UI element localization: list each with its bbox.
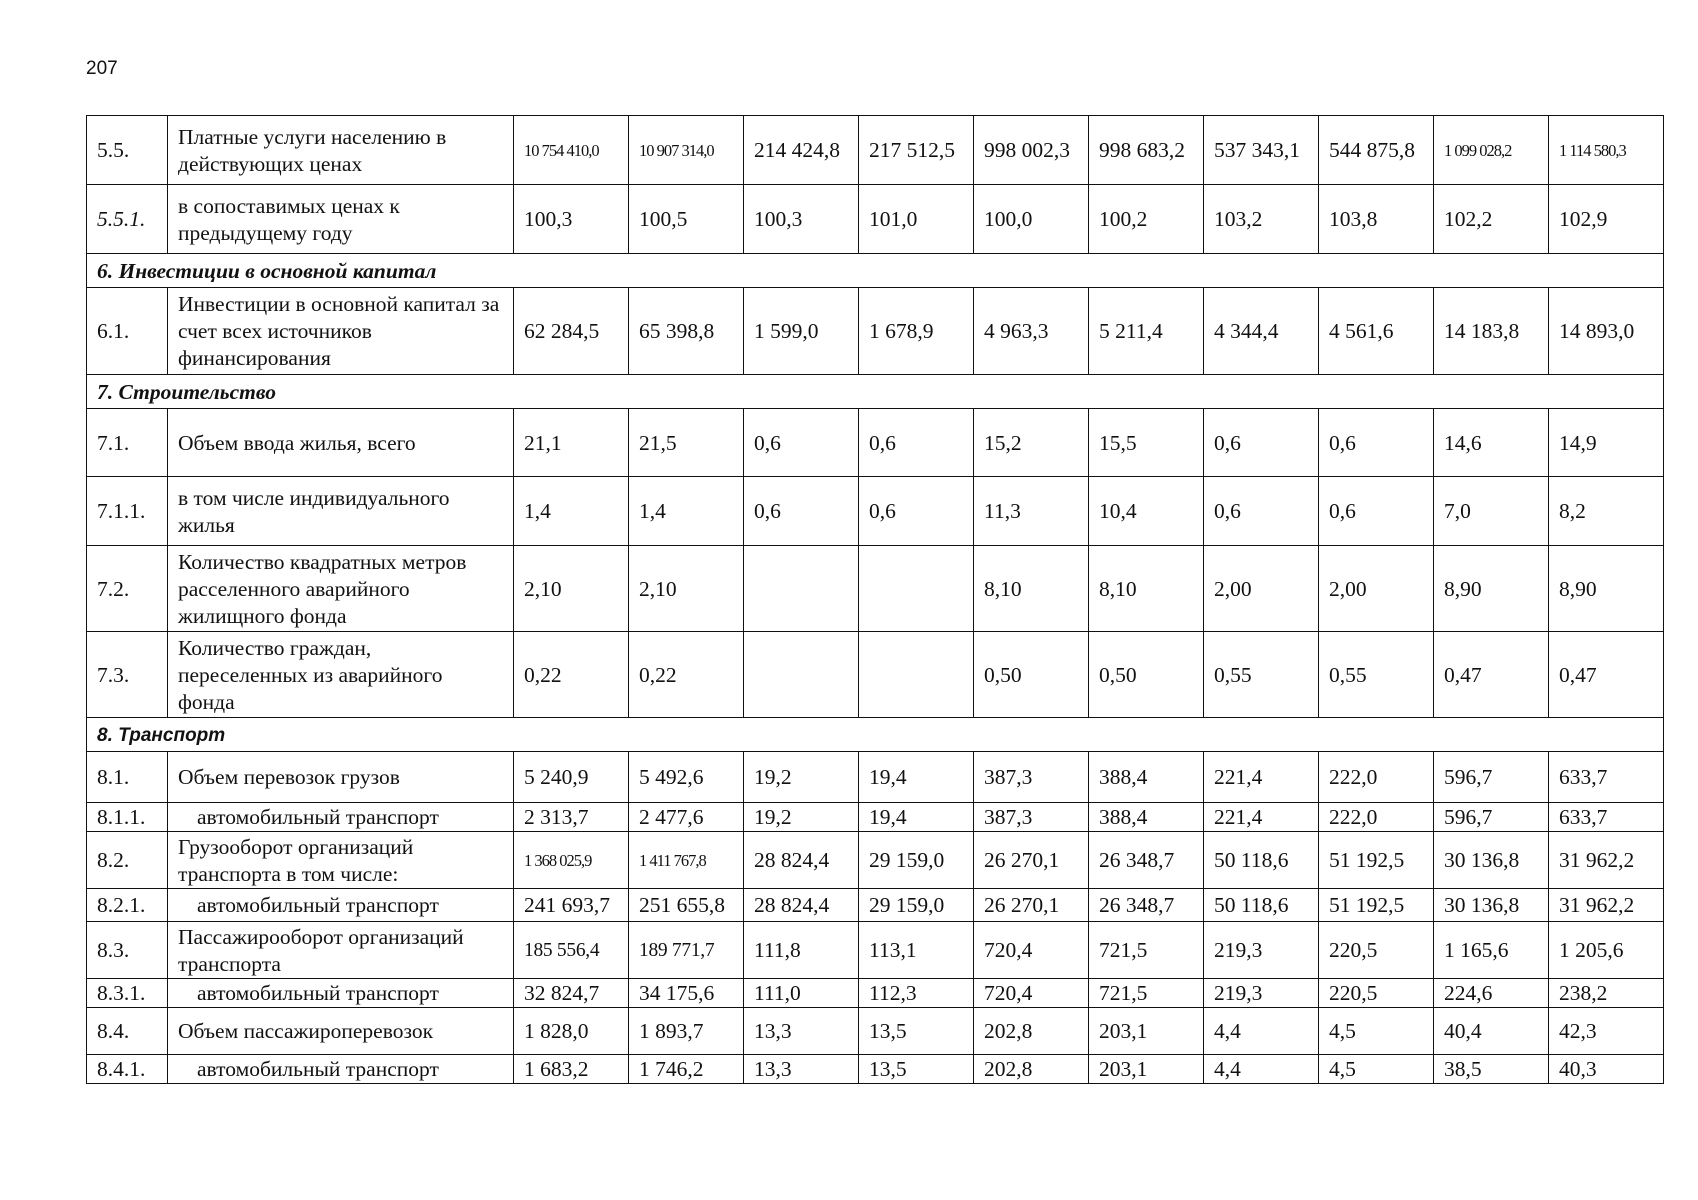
- indicator-name: автомобильный транспорт: [168, 1055, 514, 1084]
- value-cell: 596,7: [1434, 752, 1549, 803]
- table-row: [87, 979, 1664, 1008]
- value-cell: 29 159,0: [859, 889, 974, 922]
- indicator-name: автомобильный транспорт: [168, 979, 514, 1008]
- indicator-name: Количество квадратных метров расселенного аварийного жилищного фонда: [168, 546, 514, 632]
- value-cell: 102,2: [1434, 185, 1549, 254]
- value-cell: 721,5: [1089, 922, 1204, 979]
- value-cell: 1 678,9: [859, 288, 974, 375]
- value-cell: 101,0: [859, 185, 974, 254]
- value-cell: 100,2: [1089, 185, 1204, 254]
- value-cell: 51 192,5: [1319, 889, 1434, 922]
- value-cell: 100,5: [629, 185, 744, 254]
- indicator-name: в сопоставимых ценах к предыдущему году: [168, 185, 514, 254]
- value-cell: 40,3: [1549, 1055, 1664, 1084]
- value-cell: 2 313,7: [514, 803, 629, 832]
- value-cell: 387,3: [974, 803, 1089, 832]
- value-cell: 219,3: [1204, 979, 1319, 1008]
- value-cell: 222,0: [1319, 752, 1434, 803]
- value-cell: 103,2: [1204, 185, 1319, 254]
- value-cell: 111,8: [744, 922, 859, 979]
- value-cell: 100,0: [974, 185, 1089, 254]
- value-cell: 4,5: [1319, 1055, 1434, 1084]
- table-row: [87, 752, 1664, 803]
- value-cell: 21,5: [629, 409, 744, 477]
- indicator-name: Объем ввода жилья, всего: [168, 409, 514, 477]
- value-cell: 1 683,2: [514, 1055, 629, 1084]
- indicator-name: автомобильный транспорт: [168, 889, 514, 922]
- value-cell: 14,9: [1549, 409, 1664, 477]
- value-cell: 0,55: [1204, 632, 1319, 718]
- value-cell: 544 875,8: [1319, 116, 1434, 185]
- table-row: [87, 477, 1664, 546]
- value-cell: 26 348,7: [1089, 832, 1204, 889]
- value-cell: [859, 632, 974, 718]
- value-cell: 388,4: [1089, 752, 1204, 803]
- value-cell: 100,3: [514, 185, 629, 254]
- value-cell: 220,5: [1319, 979, 1434, 1008]
- value-cell: 11,3: [974, 477, 1089, 546]
- value-cell: 1 099 028,2: [1434, 116, 1549, 185]
- row-code: 6.1.: [87, 288, 168, 375]
- indicator-name: Инвестиции в основной капитал за счет всех источников финансирования: [168, 288, 514, 375]
- value-cell: 0,50: [974, 632, 1089, 718]
- value-cell: 0,6: [744, 409, 859, 477]
- value-cell: 721,5: [1089, 979, 1204, 1008]
- value-cell: 4 561,6: [1319, 288, 1434, 375]
- value-cell: 217 512,5: [859, 116, 974, 185]
- value-cell: 50 118,6: [1204, 889, 1319, 922]
- value-cell: 214 424,8: [744, 116, 859, 185]
- value-cell: 111,0: [744, 979, 859, 1008]
- section-title: 6. Инвестиции в основной капитал: [87, 254, 1664, 288]
- value-cell: 14 183,8: [1434, 288, 1549, 375]
- value-cell: 0,22: [514, 632, 629, 718]
- value-cell: 10 754 410,0: [514, 116, 629, 185]
- value-cell: 1 599,0: [744, 288, 859, 375]
- table-row: [87, 116, 1664, 185]
- value-cell: 113,1: [859, 922, 974, 979]
- value-cell: 387,3: [974, 752, 1089, 803]
- value-cell: 50 118,6: [1204, 832, 1319, 889]
- table-row: [87, 409, 1664, 477]
- value-cell: 202,8: [974, 1055, 1089, 1084]
- value-cell: 28 824,4: [744, 889, 859, 922]
- row-code: 8.1.: [87, 752, 168, 803]
- value-cell: 1 411 767,8: [629, 832, 744, 889]
- value-cell: 13,5: [859, 1055, 974, 1084]
- indicator-name: Грузооборот организаций транспорта в том числе:: [168, 832, 514, 889]
- value-cell: 0,22: [629, 632, 744, 718]
- value-cell: 19,2: [744, 803, 859, 832]
- value-cell: 0,55: [1319, 632, 1434, 718]
- value-cell: 251 655,8: [629, 889, 744, 922]
- value-cell: 537 343,1: [1204, 116, 1319, 185]
- value-cell: 596,7: [1434, 803, 1549, 832]
- value-cell: 1 746,2: [629, 1055, 744, 1084]
- value-cell: 2,00: [1319, 546, 1434, 632]
- row-code: 8.3.: [87, 922, 168, 979]
- value-cell: 224,6: [1434, 979, 1549, 1008]
- value-cell: 62 284,5: [514, 288, 629, 375]
- value-cell: 220,5: [1319, 922, 1434, 979]
- value-cell: 0,6: [1319, 409, 1434, 477]
- value-cell: 21,1: [514, 409, 629, 477]
- value-cell: 10 907 314,0: [629, 116, 744, 185]
- table-row: [87, 288, 1664, 375]
- table-body: [87, 116, 1664, 1084]
- value-cell: 998 002,3: [974, 116, 1089, 185]
- value-cell: 13,3: [744, 1008, 859, 1055]
- indicator-name: Объем пассажироперевозок: [168, 1008, 514, 1055]
- section-title: 7. Строительство: [87, 375, 1664, 409]
- value-cell: 720,4: [974, 922, 1089, 979]
- value-cell: 998 683,2: [1089, 116, 1204, 185]
- value-cell: 0,6: [859, 409, 974, 477]
- value-cell: 221,4: [1204, 752, 1319, 803]
- value-cell: 238,2: [1549, 979, 1664, 1008]
- table-row: [87, 889, 1664, 922]
- row-code: 7.3.: [87, 632, 168, 718]
- value-cell: 1 828,0: [514, 1008, 629, 1055]
- value-cell: 103,8: [1319, 185, 1434, 254]
- table-row: [87, 922, 1664, 979]
- section-header-row: [87, 375, 1664, 409]
- value-cell: 7,0: [1434, 477, 1549, 546]
- value-cell: 65 398,8: [629, 288, 744, 375]
- value-cell: 102,9: [1549, 185, 1664, 254]
- row-code: 8.3.1.: [87, 979, 168, 1008]
- value-cell: 4,4: [1204, 1055, 1319, 1084]
- value-cell: 8,10: [1089, 546, 1204, 632]
- value-cell: 32 824,7: [514, 979, 629, 1008]
- value-cell: 8,90: [1434, 546, 1549, 632]
- indicators-table: [86, 115, 1664, 1084]
- value-cell: 8,90: [1549, 546, 1664, 632]
- value-cell: 19,2: [744, 752, 859, 803]
- value-cell: 4 963,3: [974, 288, 1089, 375]
- value-cell: 2,10: [629, 546, 744, 632]
- value-cell: 42,3: [1549, 1008, 1664, 1055]
- row-code: 7.1.: [87, 409, 168, 477]
- value-cell: 388,4: [1089, 803, 1204, 832]
- value-cell: 31 962,2: [1549, 889, 1664, 922]
- value-cell: 30 136,8: [1434, 832, 1549, 889]
- indicator-name: Количество граждан, переселенных из аварийного фонда: [168, 632, 514, 718]
- table-row: [87, 185, 1664, 254]
- table-row: [87, 1008, 1664, 1055]
- value-cell: 28 824,4: [744, 832, 859, 889]
- value-cell: 40,4: [1434, 1008, 1549, 1055]
- value-cell: [744, 632, 859, 718]
- value-cell: 34 175,6: [629, 979, 744, 1008]
- value-cell: 0,6: [744, 477, 859, 546]
- value-cell: 14 893,0: [1549, 288, 1664, 375]
- table-row: [87, 1055, 1664, 1084]
- value-cell: 0,47: [1549, 632, 1664, 718]
- value-cell: 15,2: [974, 409, 1089, 477]
- value-cell: 1 205,6: [1549, 922, 1664, 979]
- value-cell: 222,0: [1319, 803, 1434, 832]
- table-row: [87, 546, 1664, 632]
- value-cell: 4,4: [1204, 1008, 1319, 1055]
- section-header-row: [87, 718, 1664, 752]
- value-cell: 2,10: [514, 546, 629, 632]
- value-cell: 29 159,0: [859, 832, 974, 889]
- value-cell: 0,47: [1434, 632, 1549, 718]
- table-row: [87, 803, 1664, 832]
- value-cell: 1 893,7: [629, 1008, 744, 1055]
- value-cell: 10,4: [1089, 477, 1204, 546]
- value-cell: [859, 546, 974, 632]
- value-cell: 38,5: [1434, 1055, 1549, 1084]
- row-code: 5.5.1.: [87, 185, 168, 254]
- value-cell: 31 962,2: [1549, 832, 1664, 889]
- value-cell: 5 240,9: [514, 752, 629, 803]
- row-code: 7.2.: [87, 546, 168, 632]
- value-cell: 1 368 025,9: [514, 832, 629, 889]
- value-cell: 26 270,1: [974, 832, 1089, 889]
- value-cell: 19,4: [859, 752, 974, 803]
- value-cell: 2,00: [1204, 546, 1319, 632]
- value-cell: 1 165,6: [1434, 922, 1549, 979]
- value-cell: 221,4: [1204, 803, 1319, 832]
- value-cell: 100,3: [744, 185, 859, 254]
- value-cell: 1,4: [629, 477, 744, 546]
- value-cell: 0,50: [1089, 632, 1204, 718]
- table-row: [87, 832, 1664, 889]
- section-header-row: [87, 254, 1664, 288]
- row-code: 8.2.1.: [87, 889, 168, 922]
- value-cell: 15,5: [1089, 409, 1204, 477]
- value-cell: 26 348,7: [1089, 889, 1204, 922]
- value-cell: [744, 546, 859, 632]
- row-code: 8.2.: [87, 832, 168, 889]
- value-cell: 5 492,6: [629, 752, 744, 803]
- value-cell: 720,4: [974, 979, 1089, 1008]
- page-number: 207: [86, 58, 118, 79]
- value-cell: 0,6: [1204, 409, 1319, 477]
- value-cell: 633,7: [1549, 752, 1664, 803]
- indicator-name: Объем перевозок грузов: [168, 752, 514, 803]
- value-cell: 2 477,6: [629, 803, 744, 832]
- value-cell: 202,8: [974, 1008, 1089, 1055]
- value-cell: 203,1: [1089, 1055, 1204, 1084]
- value-cell: 0,6: [1204, 477, 1319, 546]
- value-cell: 203,1: [1089, 1008, 1204, 1055]
- value-cell: 0,6: [1319, 477, 1434, 546]
- value-cell: 13,5: [859, 1008, 974, 1055]
- row-code: 8.4.1.: [87, 1055, 168, 1084]
- value-cell: 14,6: [1434, 409, 1549, 477]
- value-cell: 4 344,4: [1204, 288, 1319, 375]
- value-cell: 189 771,7: [629, 922, 744, 979]
- indicator-name: Платные услуги населению в действующих ценах: [168, 116, 514, 185]
- value-cell: 8,10: [974, 546, 1089, 632]
- value-cell: 19,4: [859, 803, 974, 832]
- value-cell: 51 192,5: [1319, 832, 1434, 889]
- table-row: [87, 632, 1664, 718]
- indicator-name: автомобильный транспорт: [168, 803, 514, 832]
- indicator-name: в том числе индивидуального жилья: [168, 477, 514, 546]
- value-cell: 633,7: [1549, 803, 1664, 832]
- value-cell: 1 114 580,3: [1549, 116, 1664, 185]
- value-cell: 185 556,4: [514, 922, 629, 979]
- value-cell: 112,3: [859, 979, 974, 1008]
- value-cell: 4,5: [1319, 1008, 1434, 1055]
- row-code: 5.5.: [87, 116, 168, 185]
- row-code: 7.1.1.: [87, 477, 168, 546]
- section-title: 8. Транспорт: [87, 718, 1664, 752]
- value-cell: 219,3: [1204, 922, 1319, 979]
- value-cell: 26 270,1: [974, 889, 1089, 922]
- row-code: 8.1.1.: [87, 803, 168, 832]
- indicator-name: Пассажирооборот организаций транспорта: [168, 922, 514, 979]
- row-code: 8.4.: [87, 1008, 168, 1055]
- value-cell: 241 693,7: [514, 889, 629, 922]
- value-cell: 8,2: [1549, 477, 1664, 546]
- value-cell: 0,6: [859, 477, 974, 546]
- value-cell: 13,3: [744, 1055, 859, 1084]
- value-cell: 5 211,4: [1089, 288, 1204, 375]
- value-cell: 1,4: [514, 477, 629, 546]
- value-cell: 30 136,8: [1434, 889, 1549, 922]
